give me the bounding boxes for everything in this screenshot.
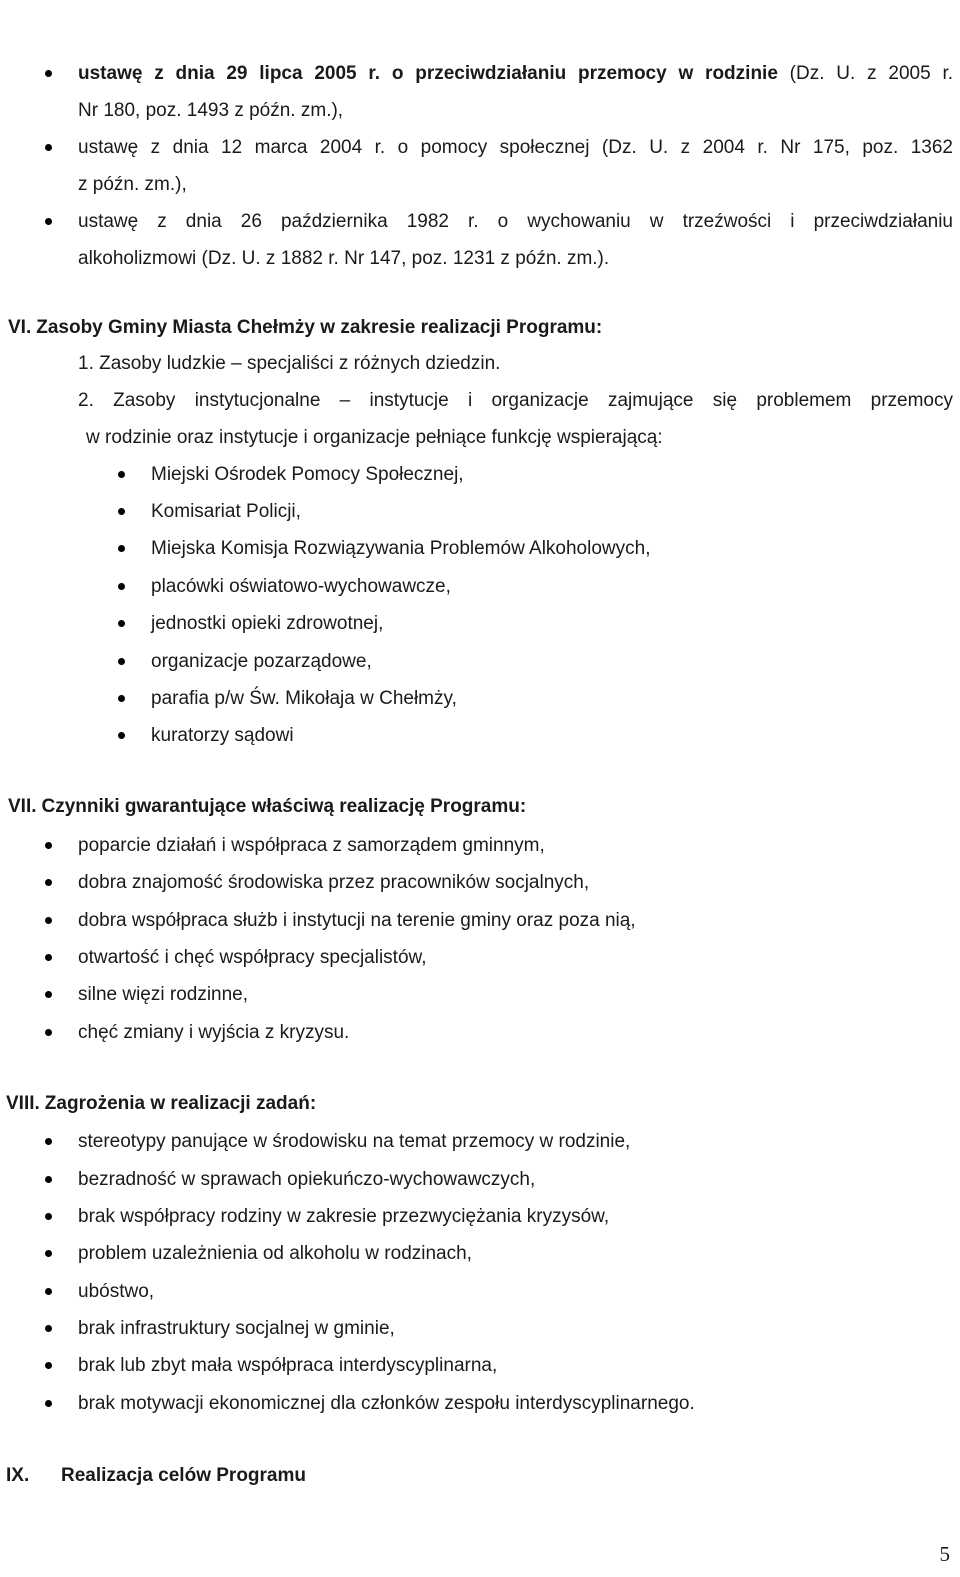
section-heading: VI. Zasoby Gminy Miasta Chełmży w zakresie realizacji Programu:: [8, 317, 603, 338]
section-title: Realizacja celów Programu: [61, 1465, 306, 1486]
institution-item: jednostki opieki zdrowotnej,: [151, 605, 941, 642]
institution-item: Miejska Komisja Rozwiązywania Problemów Alkoholowych,: [151, 530, 941, 567]
list-item: brak motywacji ekonomicznej dla członków zespołu interdyscyplinarnego.: [78, 1385, 953, 1422]
list-item: brak współpracy rodziny w zakresie przezwyciężania kryzysów,: [78, 1198, 953, 1235]
resource-item-continued: w rodzinie oraz instytucje i organizacje pełniące funkcję wspierającą:: [86, 427, 663, 448]
institution-item: kuratorzy sądowi: [151, 717, 941, 754]
institution-item: parafia p/w Św. Mikołaja w Chełmży,: [151, 680, 941, 717]
law-item: ustawę z dnia 26 października 1982 r. o wychowaniu w trzeźwości i przeciwdziałaniu alkoholizmowi (Dz. U. z 1882 r. Nr 147, poz. 1231 z późn. zm.).: [78, 203, 953, 277]
section-heading: VII. Czynniki gwarantujące właściwą realizację Programu:: [8, 796, 527, 817]
list-item: poparcie działań i współpraca z samorządem gminnym,: [78, 827, 953, 864]
list-item: stereotypy panujące w środowisku na temat przemocy w rodzinie,: [78, 1123, 953, 1160]
list-item: dobra współpraca służb i instytucji na terenie gminy oraz poza nią,: [78, 902, 953, 939]
law-item: ustawę z dnia 12 marca 2004 r. o pomocy społecznej (Dz. U. z 2004 r. Nr 175, poz. 1362 z późn. zm.),: [78, 129, 953, 203]
list-item: brak lub zbyt mała współpraca interdyscyplinarna,: [78, 1347, 953, 1384]
section-heading: VIII. Zagrożenia w realizacji zadań:: [6, 1093, 317, 1114]
list-item: bezradność w sprawach opiekuńczo-wychowawczych,: [78, 1161, 953, 1198]
list-item: brak infrastruktury socjalnej w gminie,: [78, 1310, 953, 1347]
list-item: otwartość i chęć współpracy specjalistów,: [78, 939, 953, 976]
resource-item: 2. Zasoby instytucjonalne – instytucje i organizacje zajmujące się problemem przemocy: [78, 390, 953, 411]
list-item: silne więzi rodzinne,: [78, 976, 953, 1013]
list-item: dobra znajomość środowiska przez pracowników socjalnych,: [78, 864, 953, 901]
institution-item: Miejski Ośrodek Pomocy Społecznej,: [151, 456, 941, 493]
institution-item: Komisariat Policji,: [151, 493, 941, 530]
law-title-bold: ustawę z dnia 29 lipca 2005 r. o przeciwdziałaniu przemocy w rodzinie: [78, 63, 778, 84]
list-item: chęć zmiany i wyjścia z kryzysu.: [78, 1014, 953, 1051]
resource-item: 1. Zasoby ludzkie – specjaliści z różnych dziedzin.: [78, 353, 501, 374]
section-heading: IX.: [6, 1465, 30, 1486]
institution-item: organizacje pozarządowe,: [151, 643, 941, 680]
institution-item: placówki oświatowo-wychowawcze,: [151, 568, 941, 605]
list-item: problem uzależnienia od alkoholu w rodzinach,: [78, 1235, 953, 1272]
page-number: 5: [939, 1542, 950, 1566]
law-item: ustawę z dnia 29 lipca 2005 r. o przeciwdziałaniu przemocy w rodzinie (Dz. U. z 2005 r. Nr 180, poz. 1493 z późn. zm.),: [78, 55, 953, 129]
list-item: ubóstwo,: [78, 1273, 953, 1310]
